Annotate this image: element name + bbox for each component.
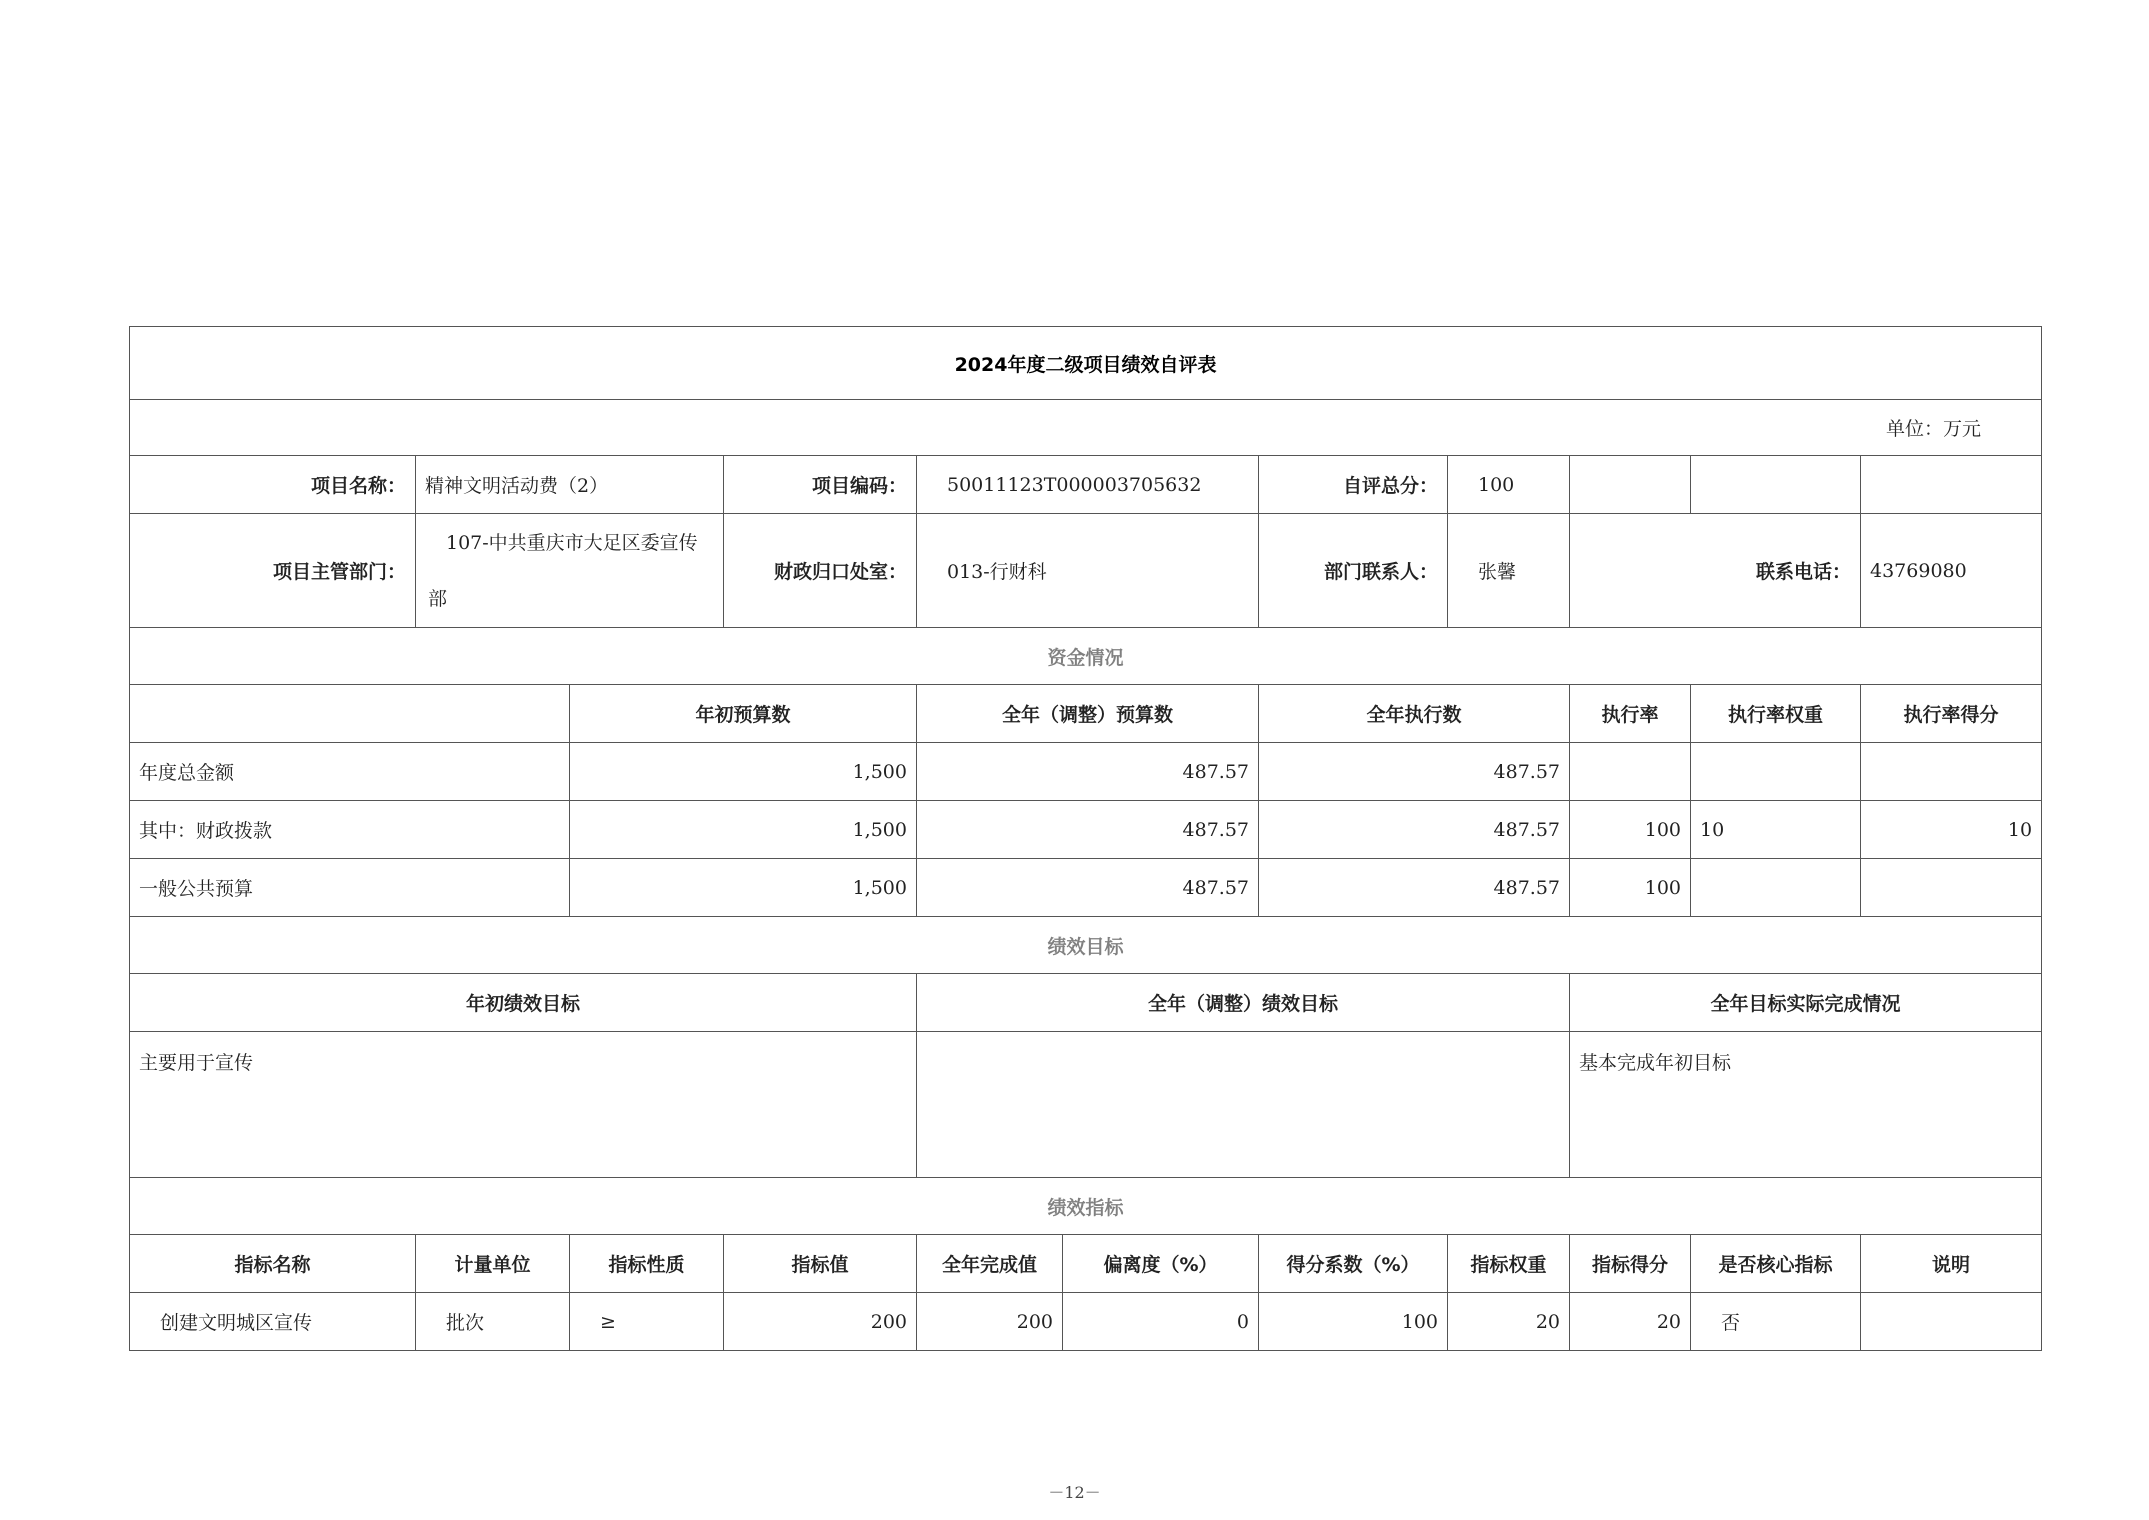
indicator-header: 偏离度（%） bbox=[1063, 1235, 1259, 1293]
funds-row bbox=[130, 859, 2042, 917]
indicator-score: 20 bbox=[1570, 1293, 1691, 1351]
funds-row-name: 一般公共预算 bbox=[130, 859, 570, 917]
funds-executed: 487.57 bbox=[1259, 859, 1570, 917]
funds-header: 执行率权重 bbox=[1691, 685, 1861, 743]
indicator-done: 200 bbox=[917, 1293, 1063, 1351]
indicator-header: 指标值 bbox=[724, 1235, 917, 1293]
funds-initial: 1,500 bbox=[570, 743, 917, 801]
evaluation-table bbox=[129, 326, 2042, 1351]
funds-header: 执行率 bbox=[1570, 685, 1691, 743]
indicator-header: 说明 bbox=[1861, 1235, 2042, 1293]
phone-value: 43769080 bbox=[1861, 514, 2042, 628]
indicator-header: 指标权重 bbox=[1448, 1235, 1570, 1293]
page-title: 2024年度二级项目绩效自评表 bbox=[130, 327, 2042, 400]
indicator-coefficient: 100 bbox=[1259, 1293, 1448, 1351]
empty-cell bbox=[1570, 456, 1691, 514]
indicator-deviation: 0 bbox=[1063, 1293, 1259, 1351]
contact-value: 张馨 bbox=[1448, 514, 1570, 628]
indicator-header: 计量单位 bbox=[416, 1235, 570, 1293]
funds-row bbox=[130, 743, 2042, 801]
project-code-value: 50011123T000003705632 bbox=[917, 456, 1259, 514]
funds-row bbox=[130, 801, 2042, 859]
indicator-row bbox=[130, 1293, 2042, 1351]
page-number: －12－ bbox=[1048, 1483, 1101, 1502]
goal-initial: 主要用于宣传 bbox=[130, 1032, 917, 1178]
phone-label: 联系电话： bbox=[1570, 514, 1861, 628]
indicator-header: 是否核心指标 bbox=[1691, 1235, 1861, 1293]
project-name-label: 项目名称： bbox=[130, 456, 416, 514]
indicator-header: 得分系数（%） bbox=[1259, 1235, 1448, 1293]
funds-header: 执行率得分 bbox=[1861, 685, 2042, 743]
funds-score bbox=[1861, 743, 2042, 801]
indicators-section-title: 绩效指标 bbox=[130, 1178, 2042, 1235]
goal-actual: 基本完成年初目标 bbox=[1570, 1032, 2042, 1178]
funds-initial: 1,500 bbox=[570, 801, 917, 859]
funds-initial: 1,500 bbox=[570, 859, 917, 917]
funds-score: 10 bbox=[1861, 801, 2042, 859]
goals-header: 全年（调整）绩效目标 bbox=[917, 974, 1570, 1032]
funds-adjusted: 487.57 bbox=[917, 801, 1259, 859]
indicator-header: 指标得分 bbox=[1570, 1235, 1691, 1293]
funds-section-title: 资金情况 bbox=[130, 628, 2042, 685]
funds-executed: 487.57 bbox=[1259, 801, 1570, 859]
funds-header-blank bbox=[130, 685, 570, 743]
funds-weight bbox=[1691, 743, 1861, 801]
funds-rate: 100 bbox=[1570, 859, 1691, 917]
score-value: 100 bbox=[1448, 456, 1570, 514]
indicator-unit: 批次 bbox=[416, 1293, 570, 1351]
indicator-weight: 20 bbox=[1448, 1293, 1570, 1351]
funds-weight bbox=[1691, 859, 1861, 917]
goal-adjusted bbox=[917, 1032, 1570, 1178]
indicator-header: 全年完成值 bbox=[917, 1235, 1063, 1293]
funds-adjusted: 487.57 bbox=[917, 743, 1259, 801]
indicator-note bbox=[1861, 1293, 2042, 1351]
funds-score bbox=[1861, 859, 2042, 917]
funds-row-name: 年度总金额 bbox=[130, 743, 570, 801]
goals-header: 全年目标实际完成情况 bbox=[1570, 974, 2042, 1032]
goals-header: 年初绩效目标 bbox=[130, 974, 917, 1032]
empty-cell bbox=[1861, 456, 2042, 514]
score-label: 自评总分： bbox=[1259, 456, 1448, 514]
project-code-label: 项目编码： bbox=[724, 456, 917, 514]
indicator-header: 指标性质 bbox=[570, 1235, 724, 1293]
indicator-core: 否 bbox=[1691, 1293, 1861, 1351]
indicator-value: 200 bbox=[724, 1293, 917, 1351]
finance-label: 财政归口处室： bbox=[724, 514, 917, 628]
unit-label: 单位：万元 bbox=[130, 400, 2042, 456]
evaluation-sheet bbox=[129, 326, 2041, 1351]
funds-header: 全年（调整）预算数 bbox=[917, 685, 1259, 743]
contact-label: 部门联系人： bbox=[1259, 514, 1448, 628]
indicator-header: 指标名称 bbox=[130, 1235, 416, 1293]
funds-adjusted: 487.57 bbox=[917, 859, 1259, 917]
funds-header: 年初预算数 bbox=[570, 685, 917, 743]
funds-rate bbox=[1570, 743, 1691, 801]
indicator-nature: ≥ bbox=[570, 1293, 724, 1351]
funds-header: 全年执行数 bbox=[1259, 685, 1570, 743]
project-name-value: 精神文明活动费（2） bbox=[416, 456, 724, 514]
dept-label: 项目主管部门： bbox=[130, 514, 416, 628]
goals-section-title: 绩效目标 bbox=[130, 917, 2042, 974]
finance-value: 013-行财科 bbox=[917, 514, 1259, 628]
funds-executed: 487.57 bbox=[1259, 743, 1570, 801]
funds-row-name: 其中：财政拨款 bbox=[130, 801, 570, 859]
funds-rate: 100 bbox=[1570, 801, 1691, 859]
indicator-name: 创建文明城区宣传 bbox=[130, 1293, 416, 1351]
empty-cell bbox=[1691, 456, 1861, 514]
funds-weight: 10 bbox=[1691, 801, 1861, 859]
dept-value: 107-中共重庆市大足区委宣传部 bbox=[416, 514, 724, 628]
